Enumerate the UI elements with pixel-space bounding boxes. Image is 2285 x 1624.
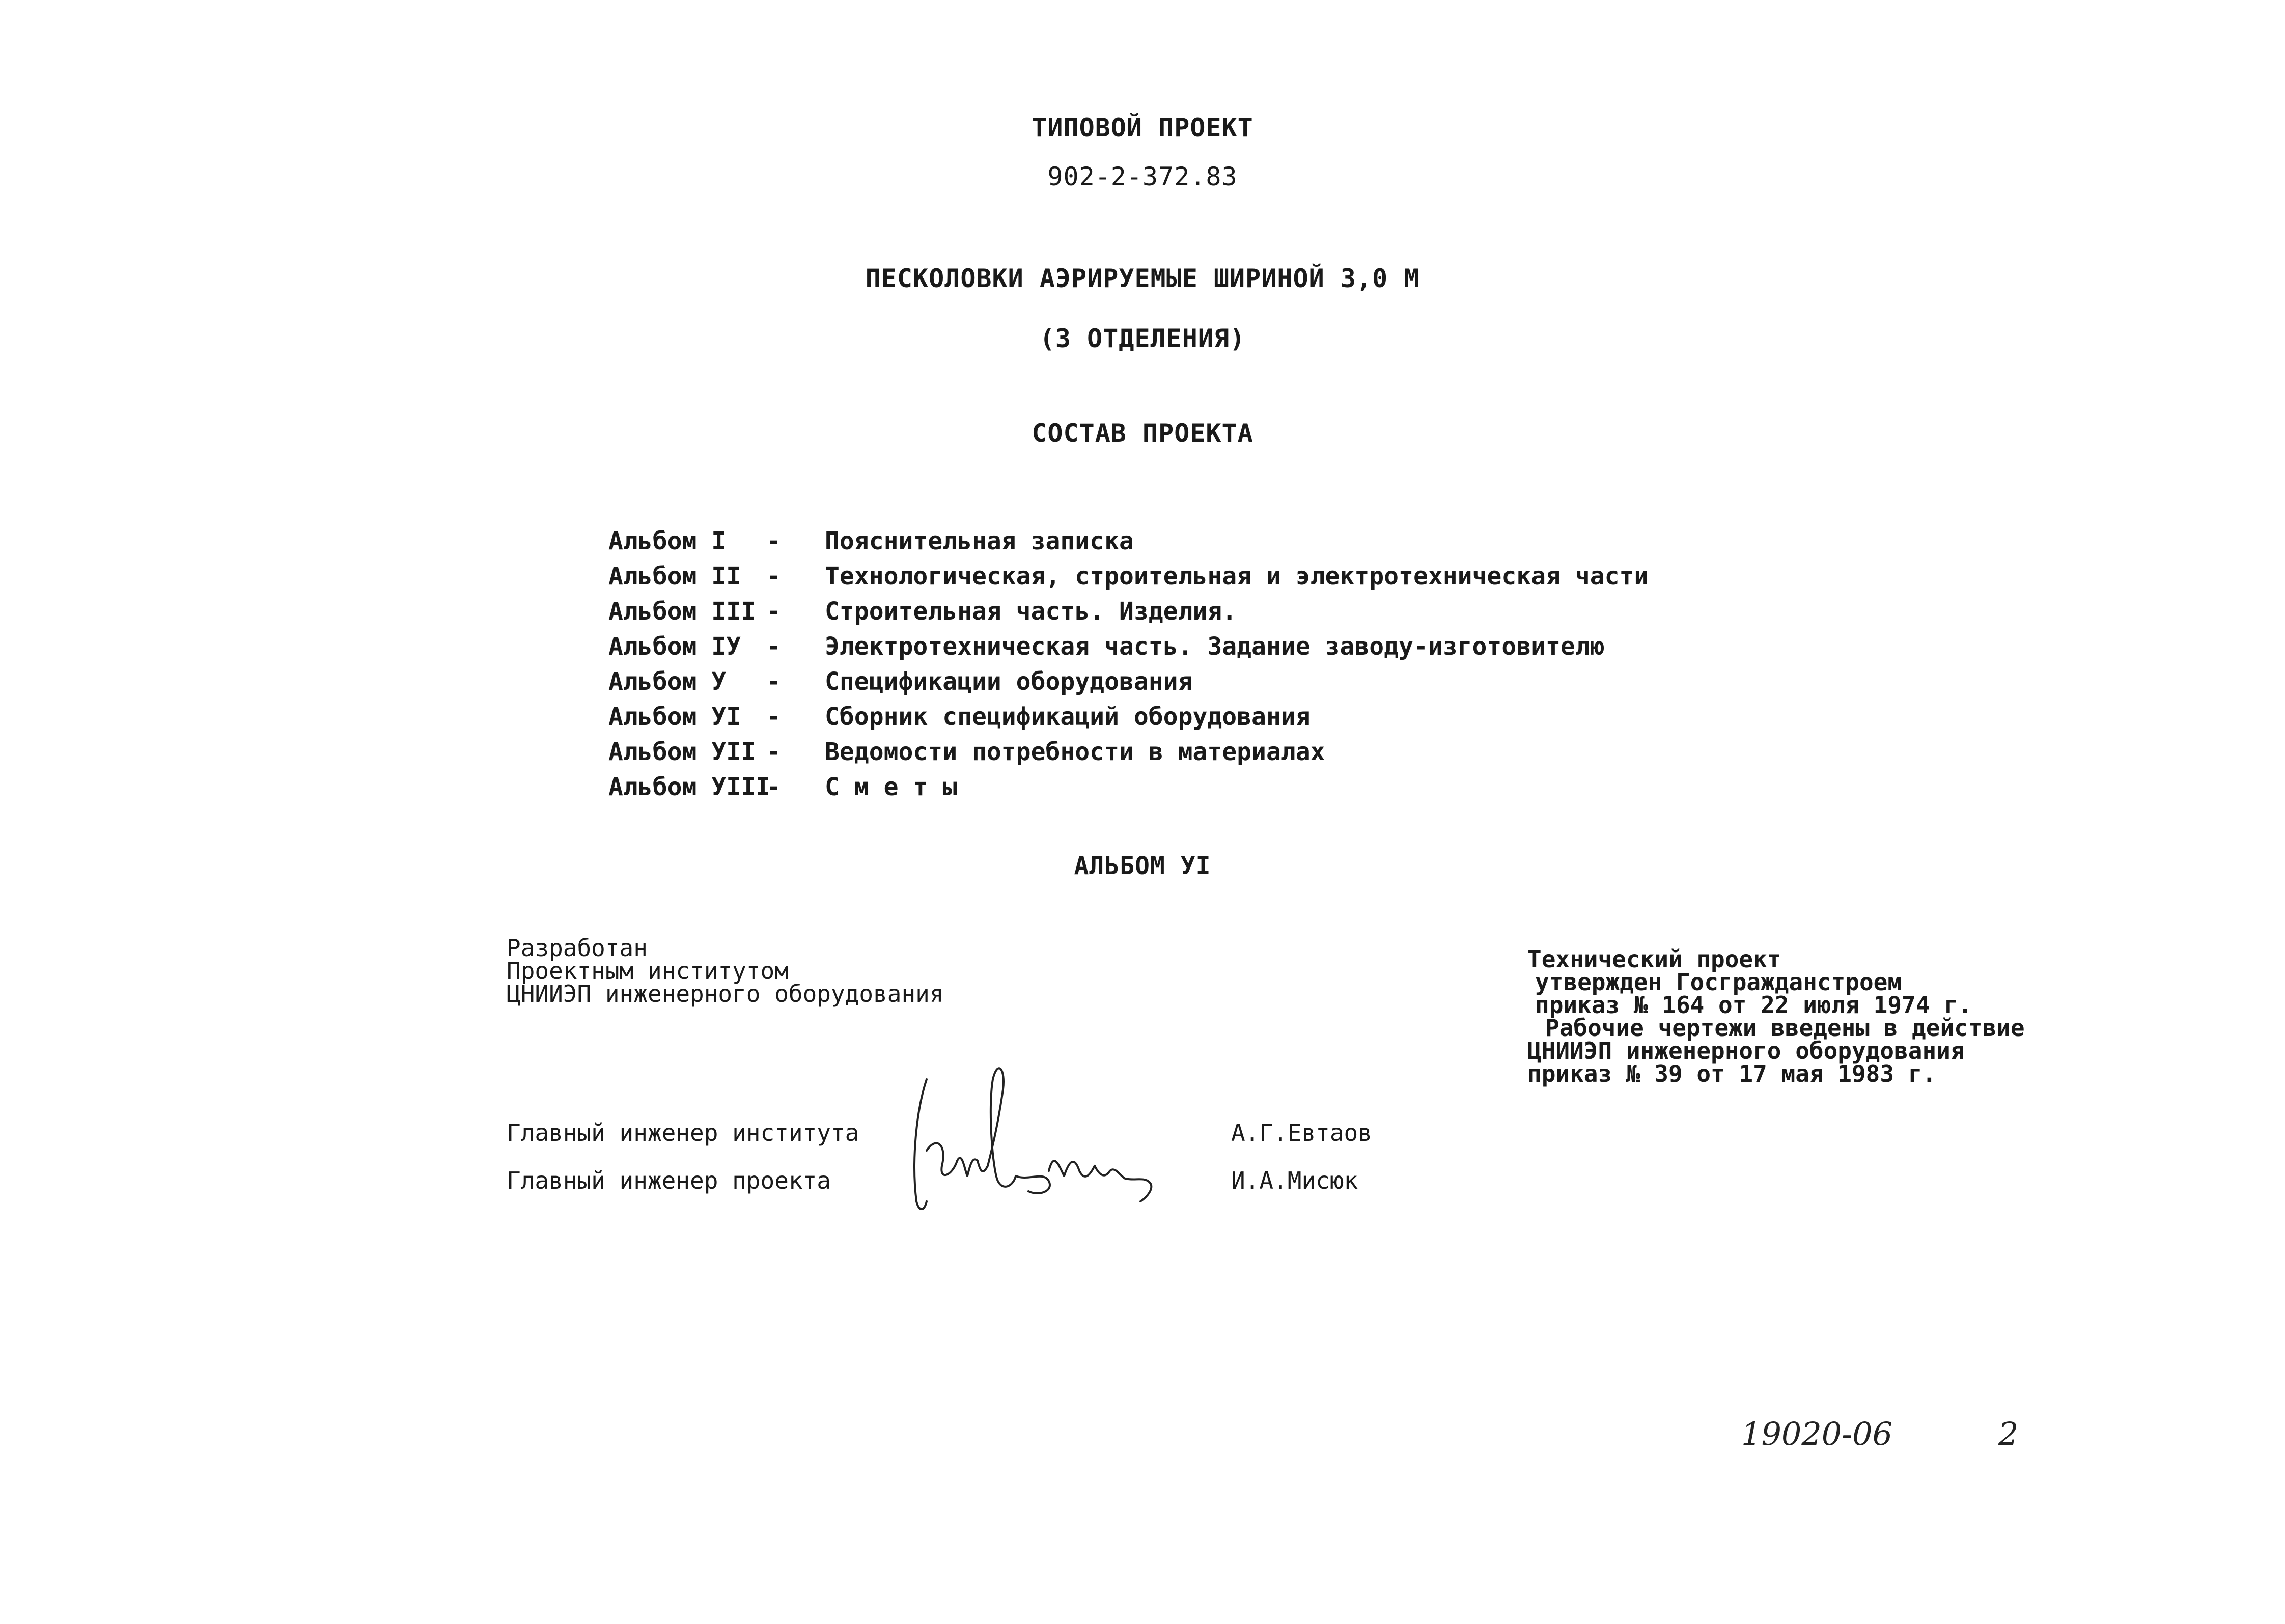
- project-title: ПЕСКОЛОВКИ АЭРИРУЕМЫЕ ШИРИНОЙ 3,0 М: [865, 264, 1420, 293]
- album-row: [608, 699, 1678, 734]
- album-number: Альбом IУ: [608, 632, 741, 661]
- chief-engineer-institute-role: Главный инженер института: [507, 1119, 859, 1146]
- album-number: Альбом I: [608, 526, 727, 555]
- approval-line: утвержден Госгражданстроем: [1535, 968, 1902, 996]
- developed-line: Разработан: [507, 934, 648, 962]
- album-number: Альбом III: [608, 597, 756, 626]
- album-list: [608, 523, 1678, 804]
- album-number: Альбом УI: [608, 702, 741, 731]
- approval-line: приказ № 39 от 17 мая 1983 г.: [1527, 1060, 1937, 1087]
- chief-engineer-project-name: И.А.Мисюк: [1231, 1167, 1358, 1194]
- approval-line: ЦНИИЭП инженерного оборудования: [1527, 1037, 1965, 1065]
- album-row: [608, 523, 1678, 558]
- chief-engineer-institute-name: А.Г.Евтаов: [1231, 1119, 1372, 1146]
- album-dash: -: [766, 597, 781, 626]
- album-description: Строительная часть. Изделия.: [825, 597, 1237, 626]
- album-description: С м е т ы: [825, 772, 958, 801]
- album-dash: -: [766, 526, 781, 555]
- album-dash: -: [766, 562, 781, 591]
- album-description: Сборник спецификаций оборудования: [825, 702, 1311, 731]
- handwritten-document-number: 19020-06: [1741, 1415, 1893, 1452]
- developed-line: ЦНИИЭП инженерного оборудования: [507, 980, 944, 1007]
- project-subtitle: (3 ОТДЕЛЕНИЯ): [1039, 324, 1246, 353]
- album-row: [608, 734, 1678, 769]
- album-row: [608, 629, 1678, 664]
- album-dash: -: [766, 772, 781, 801]
- album-dash: -: [766, 632, 781, 661]
- developed-line: Проектным институтом: [507, 957, 789, 985]
- approval-line: приказ № 164 от 22 июля 1974 г.: [1535, 991, 1972, 1019]
- album-row: [608, 558, 1678, 594]
- album-description: Пояснительная записка: [825, 526, 1134, 555]
- album-number: Альбом УIII: [608, 772, 770, 801]
- album-row: [608, 594, 1678, 629]
- album-description: Спецификации оборудования: [825, 667, 1193, 696]
- album-row: [608, 769, 1678, 804]
- album-description: Ведомости потребности в материалах: [825, 737, 1325, 766]
- composition-heading: СОСТАВ ПРОЕКТА: [1032, 418, 1253, 448]
- developed-by-block: [507, 934, 944, 1007]
- approval-line: Рабочие чертежи введены в действие: [1545, 1014, 2025, 1042]
- album-dash: -: [766, 737, 781, 766]
- project-number: 902-2-372.83: [1047, 162, 1238, 191]
- handwritten-signature: [896, 1049, 1191, 1222]
- approval-block: [1527, 945, 2025, 1087]
- album-dash: -: [766, 667, 781, 696]
- album-dash: -: [766, 702, 781, 731]
- album-description: Технологическая, строительная и электротехническая части: [825, 562, 1649, 591]
- album-number: Альбом УII: [608, 737, 756, 766]
- approval-line: Технический проект: [1527, 945, 1781, 973]
- album-number: Альбом II: [608, 562, 741, 591]
- album-description: Электротехническая часть. Задание заводу-изготовителю: [825, 632, 1605, 661]
- project-type-heading: ТИПОВОЙ ПРОЕКТ: [1032, 113, 1253, 143]
- album-row: [608, 664, 1678, 699]
- chief-engineer-project-role: Главный инженер проекта: [507, 1167, 831, 1194]
- handwritten-page-number: 2: [1998, 1415, 2019, 1452]
- album-number: Альбом У: [608, 667, 727, 696]
- current-album-label: АЛЬБОМ УI: [1074, 852, 1211, 880]
